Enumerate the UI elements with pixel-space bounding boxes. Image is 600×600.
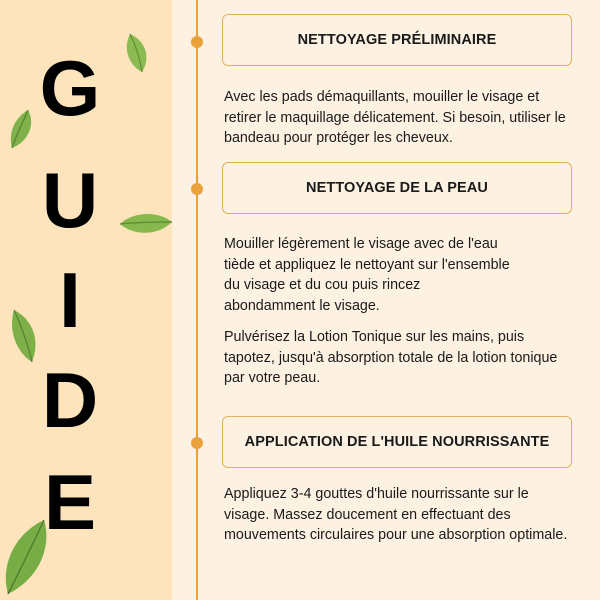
step-2-paragraph-2: Pulvérisez la Lotion Tonique sur les mains, puis tapotez, jusqu'à absorption totale de la lotion tonique par votre peau. — [224, 329, 558, 386]
leaf-icon — [8, 308, 40, 364]
guide-letter-i: I — [59, 256, 81, 344]
timeline-dot-2 — [191, 183, 203, 195]
guide-letter-d: D — [41, 356, 99, 444]
leaf-icon — [122, 32, 152, 76]
step-title-2: NETTOYAGE DE LA PEAU — [306, 180, 488, 196]
step-title-box-2 — [222, 162, 572, 214]
timeline-line — [196, 0, 198, 600]
leaf-icon — [118, 210, 174, 238]
guide-letter-e: E — [43, 458, 97, 546]
guide-letter-g: G — [39, 44, 101, 132]
step-title-box-1 — [222, 14, 572, 66]
step-2-paragraph-1: Mouiller légèrement le visage avec de l'eau tiède et appliquez le nettoyant sur l'ensemble du visage et du cou puis rincez abondamment le visage. — [224, 236, 510, 314]
leaf-icon — [6, 108, 36, 150]
step-title-box-3 — [222, 416, 572, 468]
step-title-1: NETTOYAGE PRÉLIMINAIRE — [297, 32, 497, 48]
step-1-paragraph-1: Avec les pads démaquillants, mouiller le visage et retirer le maquillage délicatement. Si besoin, utiliser le bandeau pour protéger les cheveux. — [224, 89, 566, 146]
step-title-3: APPLICATION DE L'HUILE NOURRISSANTE — [244, 434, 550, 450]
guide-letter-u: U — [41, 156, 99, 244]
timeline-dot-3 — [191, 437, 203, 449]
step-3-paragraph-1: Appliquez 3-4 gouttes d'huile nourrissante sur le visage. Massez doucement en effectuant des mouvements circulaires pour une absorption optimale. — [224, 486, 568, 543]
timeline-dot-1 — [191, 36, 203, 48]
